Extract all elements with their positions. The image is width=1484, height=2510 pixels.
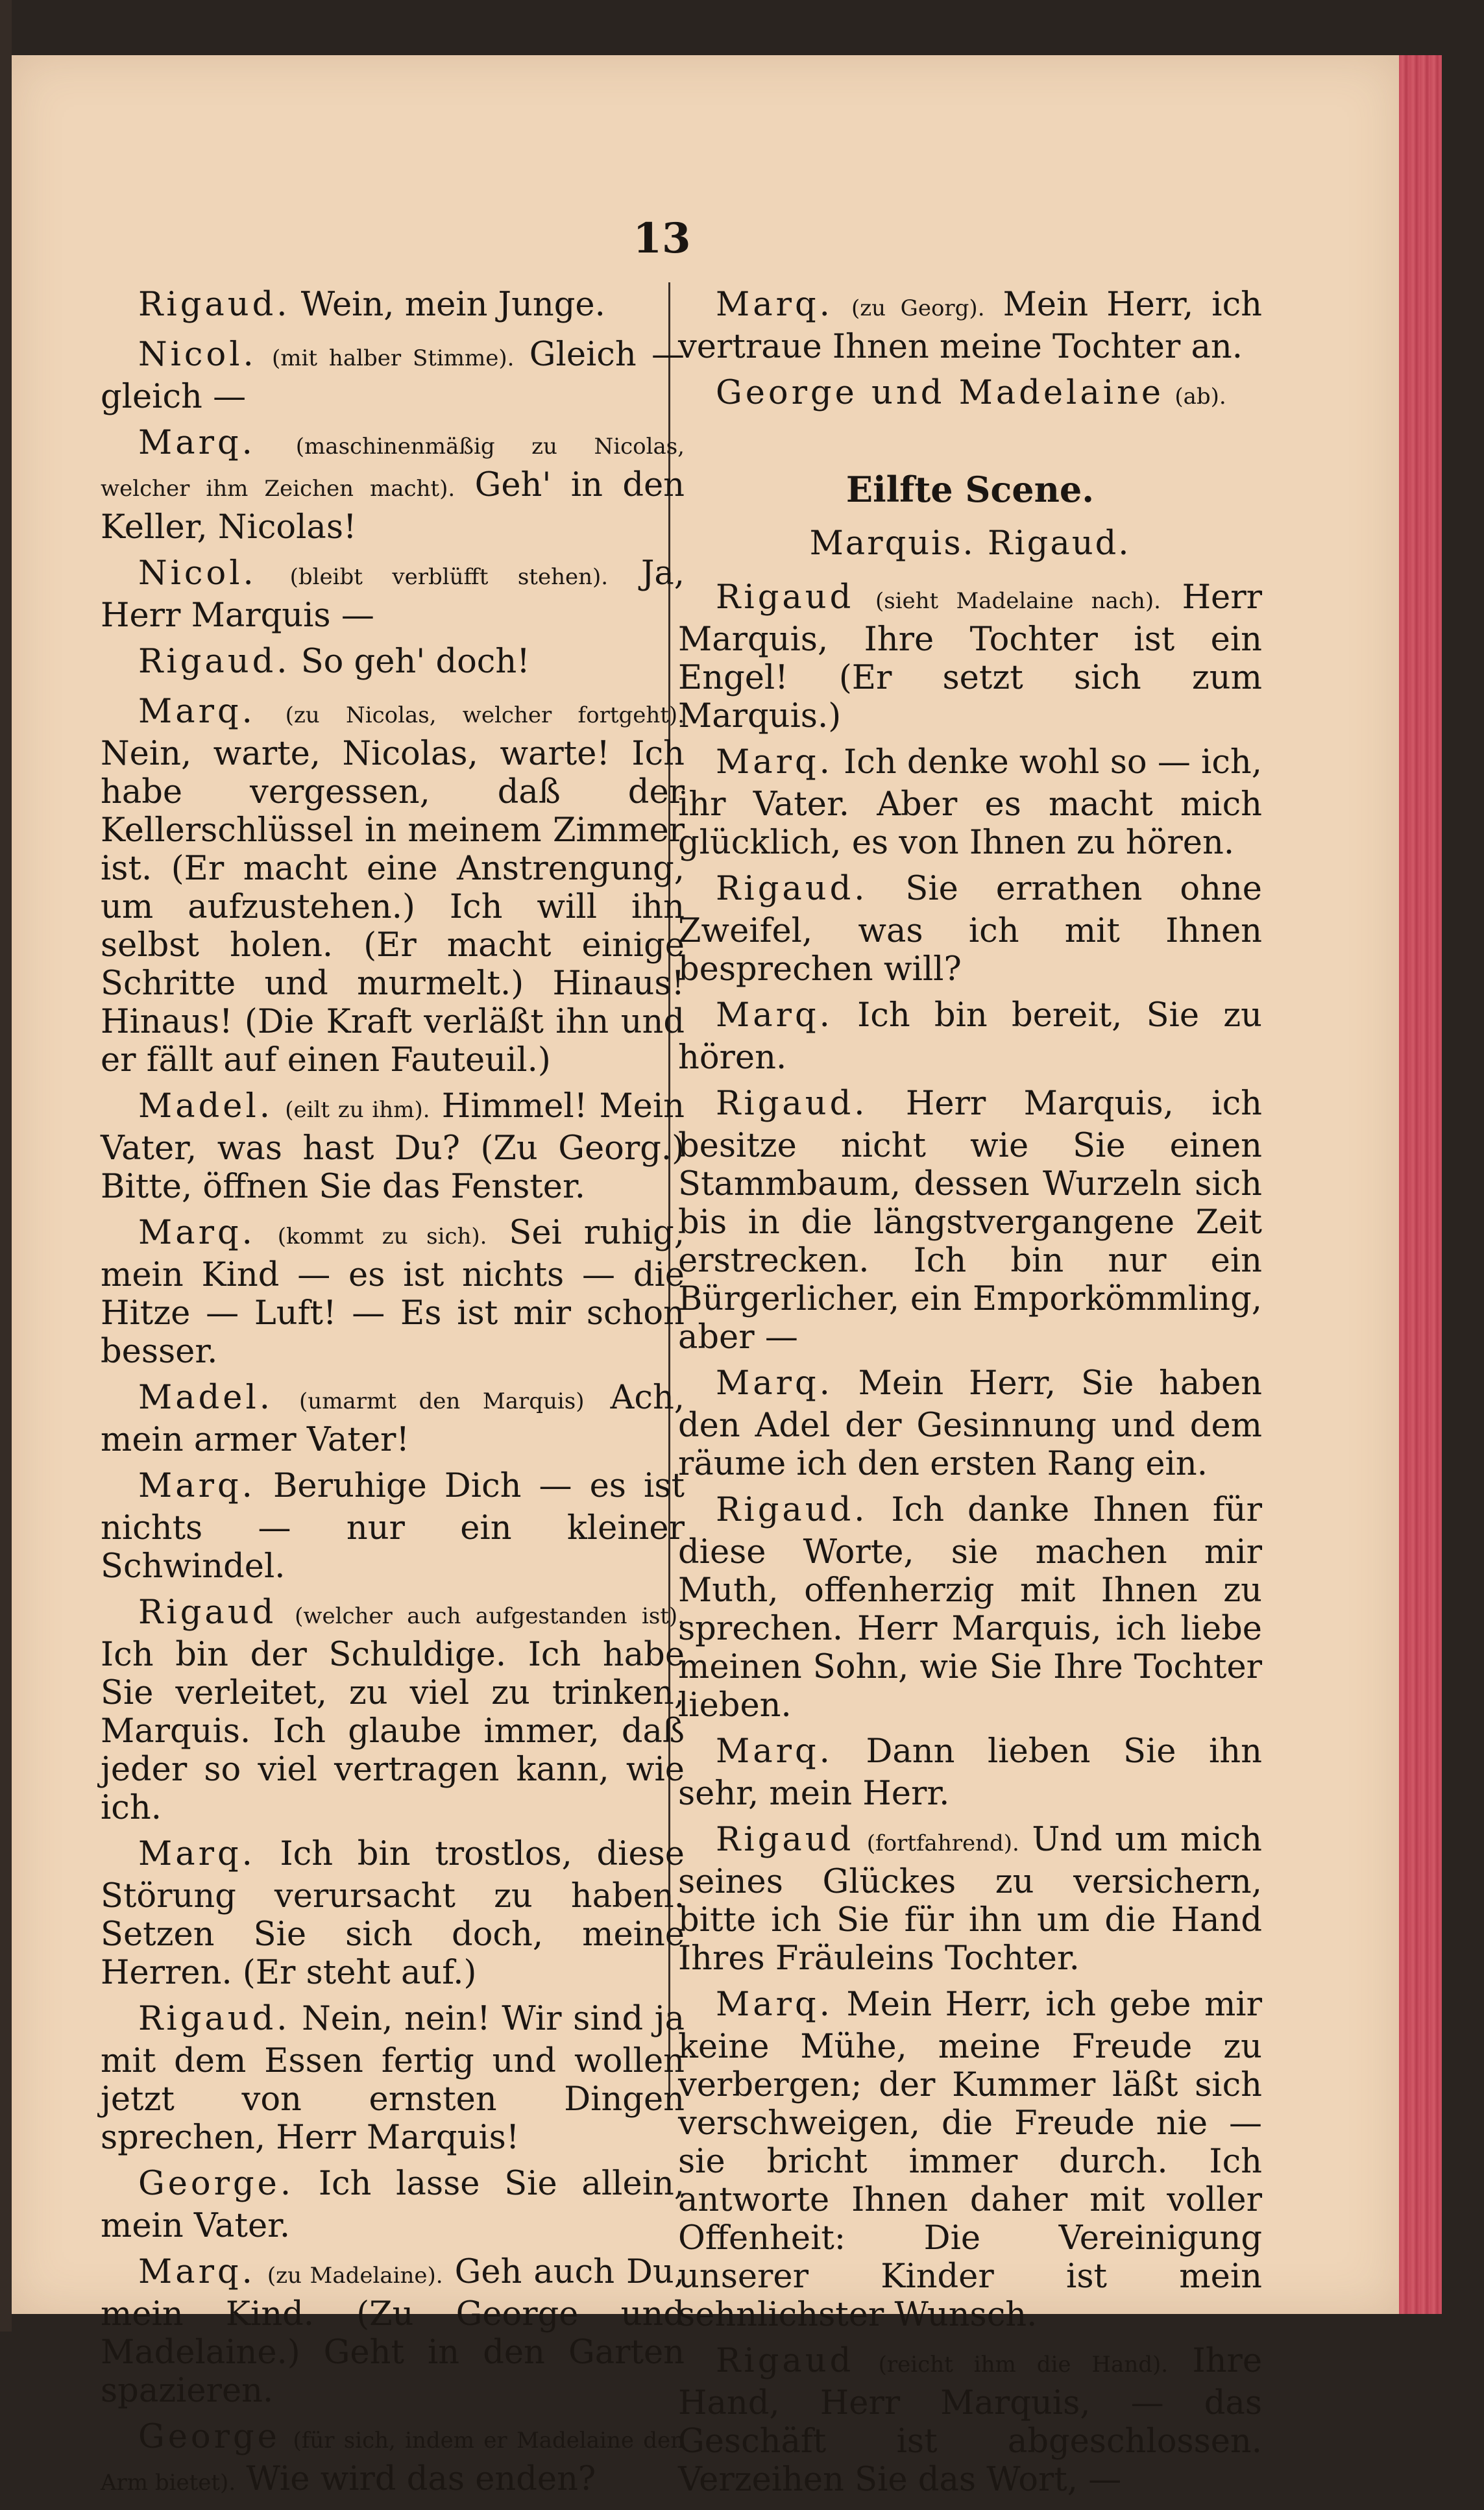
dialogue-line bbox=[101, 643, 685, 685]
speaker: Marq. bbox=[716, 996, 833, 1035]
stage-direction: (kommt zu sich). bbox=[277, 1224, 487, 1249]
dialogue-line bbox=[101, 1214, 685, 1371]
stage-direction: (maschinenmäßig zu Nicolas, welcher ihm Zeichen macht). bbox=[101, 434, 685, 502]
speaker: Marq. bbox=[716, 286, 833, 324]
speaker: Marq. bbox=[138, 424, 256, 462]
speaker: Marq. bbox=[716, 1364, 833, 1403]
dialogue-text: Ich bin trostlos, diese Störung verursacht zu haben. Setzen Sie sich doch, meine Herren. (Er steht auf.) bbox=[101, 1835, 685, 1992]
speaker: Rigaud. bbox=[716, 1491, 868, 1529]
dialogue-text: Herr Marquis, ich besitze nicht wie Sie einen Stammbaum, dessen Wurzeln sich bis in die längstvergangene Zeit erstrecken. Ich bin nur ein Bürgerlicher, ein Emporkömmling, aber — bbox=[678, 1085, 1262, 1357]
book-gutter bbox=[0, 0, 12, 2332]
stage-direction: (zu Nicolas, welcher fortgeht). bbox=[285, 702, 685, 728]
dialogue-line bbox=[101, 2418, 685, 2502]
dialogue-text: Mein Herr, ich gebe mir keine Mühe, meine Freude zu verbergen; der Kummer läßt sich verschweigen, die Freude nie — sie bricht immer durch. Ich antworte Ihnen daher mit voller Offenheit: Die Vereinigung unserer Kinder ist mein sehnlichster Wunsch. bbox=[678, 1986, 1262, 2334]
stage-direction: (fortfahrend). bbox=[866, 1830, 1019, 1856]
stage-direction: (zu Madelaine). bbox=[267, 2263, 443, 2289]
stage-direction: (umarmt den Marquis) bbox=[299, 1388, 585, 1414]
speaker: Marq. bbox=[138, 693, 256, 731]
speaker: Madel. bbox=[138, 1087, 273, 1126]
dialogue-text: Und um mich seines Glückes zu versichern, bitte ich Sie für ihn um die Hand Ihres Fräuleins Tochter. bbox=[678, 1821, 1262, 1978]
speaker: Rigaud bbox=[716, 2342, 855, 2380]
speaker: Nicol. bbox=[138, 336, 257, 374]
stage-direction: (welcher auch aufgestanden ist). bbox=[295, 1603, 685, 1629]
speaker: Rigaud. bbox=[138, 286, 291, 324]
speaker: Marq. bbox=[138, 1835, 256, 1873]
dialogue-text: Nein, nein! Wir sind ja mit dem Essen fertig und wollen jetzt von ernsten Dingen sprechen, Herr Marquis! bbox=[101, 2000, 685, 2157]
stage-direction: (zu Georg). bbox=[851, 295, 985, 321]
dialogue-text: Dann lieben Sie ihn sehr, mein Herr. bbox=[678, 1732, 1262, 1813]
dialogue-line bbox=[678, 286, 1262, 366]
speaker: Rigaud. bbox=[716, 1085, 868, 1123]
dialogue-line bbox=[101, 1835, 685, 1992]
stage-direction: (sieht Madelaine nach). bbox=[875, 588, 1161, 614]
speaker: Nicol. bbox=[138, 554, 257, 593]
dialogue-line bbox=[678, 743, 1262, 862]
page-number: 13 bbox=[633, 214, 691, 263]
dialogue-text: Nein, warte, Nicolas, warte! Ich habe vergessen, daß der Kellerschlüssel in meinem Zimmer ist. (Er macht eine Anstrengung, um aufzustehen.) Ich will ihn selbst holen. (Er macht einige Schritte und murmelt.) Hinaus! Hinaus! (Die Kraft verläßt ihn und er fällt auf einen Fauteuil.) bbox=[101, 735, 685, 1079]
stage-direction: (ab). bbox=[1174, 384, 1226, 410]
dialogue-text: Ich bin der Schuldige. Ich habe Sie verleitet, zu viel zu trinken, Marquis. Ich glaube immer, daß jeder so viel vertragen kann, wie ich. bbox=[101, 1636, 685, 1827]
dialogue-text: Ihre Hand, Herr Marquis, — das Geschäft ist abgeschlossen. Verzeihen Sie das Wort, — bbox=[678, 2342, 1263, 2499]
speaker: Madel. bbox=[138, 1379, 273, 1417]
dialogue-text: Himmel! Mein Vater, was hast Du? (Zu Georg.) Bitte, öffnen Sie das Fenster. bbox=[101, 1087, 685, 1206]
stage-direction: (eilt zu ihm). bbox=[285, 1097, 430, 1123]
dialogue-line bbox=[101, 1087, 685, 1206]
dialogue-line bbox=[678, 1491, 1262, 1725]
dialogue-line bbox=[678, 1821, 1262, 1978]
speaker: Rigaud bbox=[716, 1821, 855, 1859]
stage-direction: (mit halber Stimme). bbox=[272, 345, 515, 371]
dialogue-line bbox=[678, 1986, 1262, 2334]
left-column bbox=[101, 286, 685, 2510]
dialogue-text: Geh auch Du, mein Kind. (Zu George und Madelaine.) Geht in den Garten spazieren. bbox=[101, 2253, 685, 2410]
dialogue-line bbox=[101, 286, 685, 328]
stage-direction: (für sich, indem er Madelaine den Arm bietet). bbox=[101, 2428, 685, 2496]
dialogue-line bbox=[101, 2000, 685, 2157]
scene-characters: Marquis. Rigaud. bbox=[809, 524, 1131, 563]
dialogue-line bbox=[678, 2342, 1262, 2499]
dialogue-line bbox=[101, 554, 685, 635]
dialogue-line bbox=[101, 2165, 685, 2245]
dialogue-text: Sei ruhig, mein Kind — es ist nichts — die Hitze — Luft! — Es ist mir schon besser. bbox=[101, 1214, 685, 1371]
stage-direction: (reicht ihm die Hand). bbox=[878, 2352, 1169, 2378]
speaker: Marq. bbox=[716, 1732, 833, 1771]
dialogue-line bbox=[101, 2253, 685, 2410]
dialogue-text: Herr Marquis, Ihre Tochter ist ein Engel! (Er setzt sich zum Marquis.) bbox=[678, 578, 1262, 735]
dialogue-line bbox=[678, 1364, 1262, 1483]
dialogue-line bbox=[678, 870, 1262, 989]
dialogue-text: Mein Herr, Sie haben den Adel der Gesinnung und dem räume ich den ersten Rang ein. bbox=[678, 1364, 1262, 1483]
speaker: Rigaud bbox=[138, 1593, 277, 1632]
speaker: Marq. bbox=[138, 1467, 256, 1505]
right-column bbox=[678, 286, 1262, 2507]
dialogue-text: So geh' doch! bbox=[300, 643, 530, 681]
dialogue-line bbox=[101, 1467, 685, 1586]
dialogue-text: Ich lasse Sie allein, mein Vater. bbox=[101, 2165, 685, 2245]
dialogue-text: Mein Herr, ich vertraue Ihnen meine Tochter an. bbox=[678, 286, 1262, 366]
dialogue-text: Gleich — gleich — bbox=[101, 336, 685, 416]
dialogue-text: Beruhige Dich — es ist nichts — nur ein kleiner Schwindel. bbox=[101, 1467, 685, 1586]
speaker: Marq. bbox=[716, 743, 833, 781]
dialogue-text: Sie errathen ohne Zweifel, was ich mit Ihnen besprechen will? bbox=[678, 870, 1262, 989]
stage-direction: (bleibt verblüfft stehen). bbox=[289, 564, 609, 590]
speaker: Rigaud bbox=[716, 578, 855, 617]
dialogue-text: Geh' in den Keller, Nicolas! bbox=[101, 466, 685, 547]
dialogue-text: Ich bin bereit, Sie zu hören. bbox=[678, 996, 1262, 1077]
dialogue-text: Wie wird das enden? bbox=[246, 2460, 596, 2498]
speaker: George und Madelaine bbox=[716, 374, 1165, 412]
dialogue-line bbox=[101, 693, 685, 1079]
speaker: Marq. bbox=[138, 2253, 256, 2291]
dialogue-text: Ich danke Ihnen für diese Worte, sie machen mir Muth, offenherzig mit Ihnen zu sprechen. Herr Marquis, ich liebe meinen Sohn, wie Sie Ihre Tochter lieben. bbox=[678, 1491, 1262, 1725]
dialogue-line bbox=[678, 374, 1262, 416]
dialogue-text: Ich denke wohl so — ich, ihr Vater. Aber es macht mich glücklich, es von Ihnen zu hören. bbox=[678, 743, 1262, 862]
speaker: George bbox=[138, 2418, 280, 2456]
book-cover-edge bbox=[1442, 0, 1484, 2332]
dialogue-line bbox=[101, 336, 685, 416]
dialogue-line bbox=[101, 424, 685, 547]
speaker: Marq. bbox=[138, 1214, 256, 1252]
dialogue-line bbox=[678, 996, 1262, 1077]
speaker: Rigaud. bbox=[138, 2000, 291, 2038]
dialogue-text: Ja, Herr Marquis — bbox=[101, 554, 685, 635]
dialogue-line bbox=[678, 1732, 1262, 1813]
dialogue-line bbox=[101, 1593, 685, 1827]
dialogue-text: Wein, mein Junge. bbox=[300, 286, 605, 324]
speaker: Rigaud. bbox=[138, 643, 291, 681]
speaker: Marq. bbox=[716, 1986, 833, 2024]
speaker: George. bbox=[138, 2165, 295, 2203]
dialogue-line bbox=[101, 1379, 685, 1459]
scene-heading: Eilfte Scene. bbox=[845, 469, 1095, 510]
dialogue-line bbox=[678, 1085, 1262, 1357]
speaker: Rigaud. bbox=[716, 870, 868, 908]
dialogue-line bbox=[678, 578, 1262, 735]
dialogue-text: Ach, mein armer Vater! bbox=[101, 1379, 685, 1459]
